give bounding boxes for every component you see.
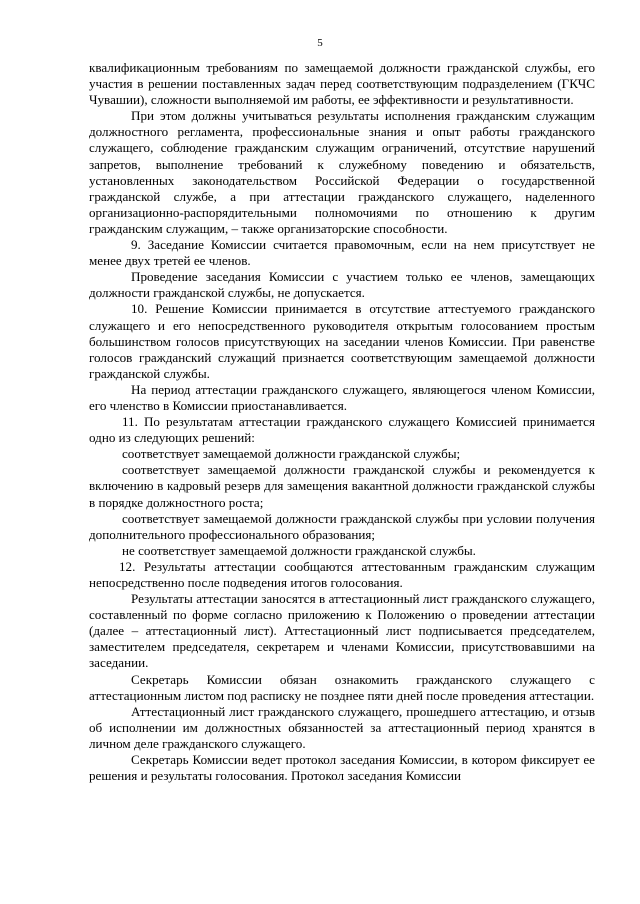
paragraph-members-only: Проведение заседания Комиссии с участием только ее членов, замещающих должности гражданской службы, не допускается. <box>89 269 595 301</box>
paragraph-12-communication: 12. Результаты аттестации сообщаются аттестованным гражданским служащим непосредственно после подведения итогов голосования. <box>89 558 595 590</box>
decision-item-2: соответствует замещаемой должности гражданской службы и рекомендуется к включению в кадровый резерв для замещения вакантной должности гражданской службы в порядке должностного роста; <box>89 462 595 510</box>
document-body <box>89 60 595 784</box>
paragraph-attestation-sheet: Результаты аттестации заносятся в аттестационный лист гражданского служащего, составленный по форме согласно приложению к Положению о проведении аттестации (далее – аттестационный лист). Аттестационный лист подписывается председателем, заместителем председателя, секретарем и членами Комиссии, присутствовавшими на заседании. <box>89 591 595 671</box>
decision-item-1: соответствует замещаемой должности гражданской службы; <box>122 446 461 462</box>
page-number: 5 <box>317 37 323 49</box>
paragraph-secretary-familiarize: Секретарь Комиссии обязан ознакомить гражданского служащего с аттестационным листом под расписку не позднее пяти дней после проведения аттестации. <box>89 671 595 703</box>
paragraph-11-results: 11. По результатам аттестации гражданского служащего Комиссией принимается одно из следующих решений: <box>89 414 595 446</box>
paragraph-protocol: Секретарь Комиссии ведет протокол заседания Комиссии, в котором фиксирует ее решения и результаты голосования. Протокол заседания Комиссии <box>89 752 595 784</box>
paragraph-personal-file: Аттестационный лист гражданского служащего, прошедшего аттестацию, и отзыв об исполнении им должностных обязанностей за аттестационный период хранятся в личном деле гражданского служащего. <box>89 703 595 751</box>
paragraph-continuation: квалификационным требованиям по замещаемой должности гражданской службы, его участия в решении поставленных задач перед соответствующим подразделением (ГКЧС Чувашии), сложности выполняемой им работы, ее эффективности и результативности. <box>89 60 595 108</box>
paragraph-evaluation-criteria: При этом должны учитываться результаты исполнения гражданским служащим должностного регламента, профессиональные знания и опыт работы гражданского служащего, соблюдение гражданским служащим ограничений, отсутствие нарушений запретов, выполнение требований к служебному поведению и обязательств, установленных законодательством Российской Федерации о государственной гражданской службе, а при аттестации гражданского служащего, наделенного организационно-распорядительными полномочиями по отношению к другим гражданским служащим, – также организаторские способности. <box>89 108 595 236</box>
paragraph-9-quorum: 9. Заседание Комиссии считается правомочным, если на нем присутствует не менее двух третей ее членов. <box>89 237 595 269</box>
decision-item-3: соответствует замещаемой должности гражданской службы при условии получения дополнительного профессионального образования; <box>89 510 595 542</box>
paragraph-10-decision: 10. Решение Комиссии принимается в отсутствие аттестуемого гражданского служащего и его непосредственного руководителя открытым голосованием простым большинством голосов присутствующих на заседании членов Комиссии. При равенстве голосов гражданский служащий признается соответствующим замещаемой должности гражданской службы. <box>89 301 595 381</box>
paragraph-membership-suspended: На период аттестации гражданского служащего, являющегося членом Комиссии, его членство в Комиссии приостанавливается. <box>89 381 595 413</box>
decision-item-4: не соответствует замещаемой должности гражданской службы. <box>122 542 476 558</box>
